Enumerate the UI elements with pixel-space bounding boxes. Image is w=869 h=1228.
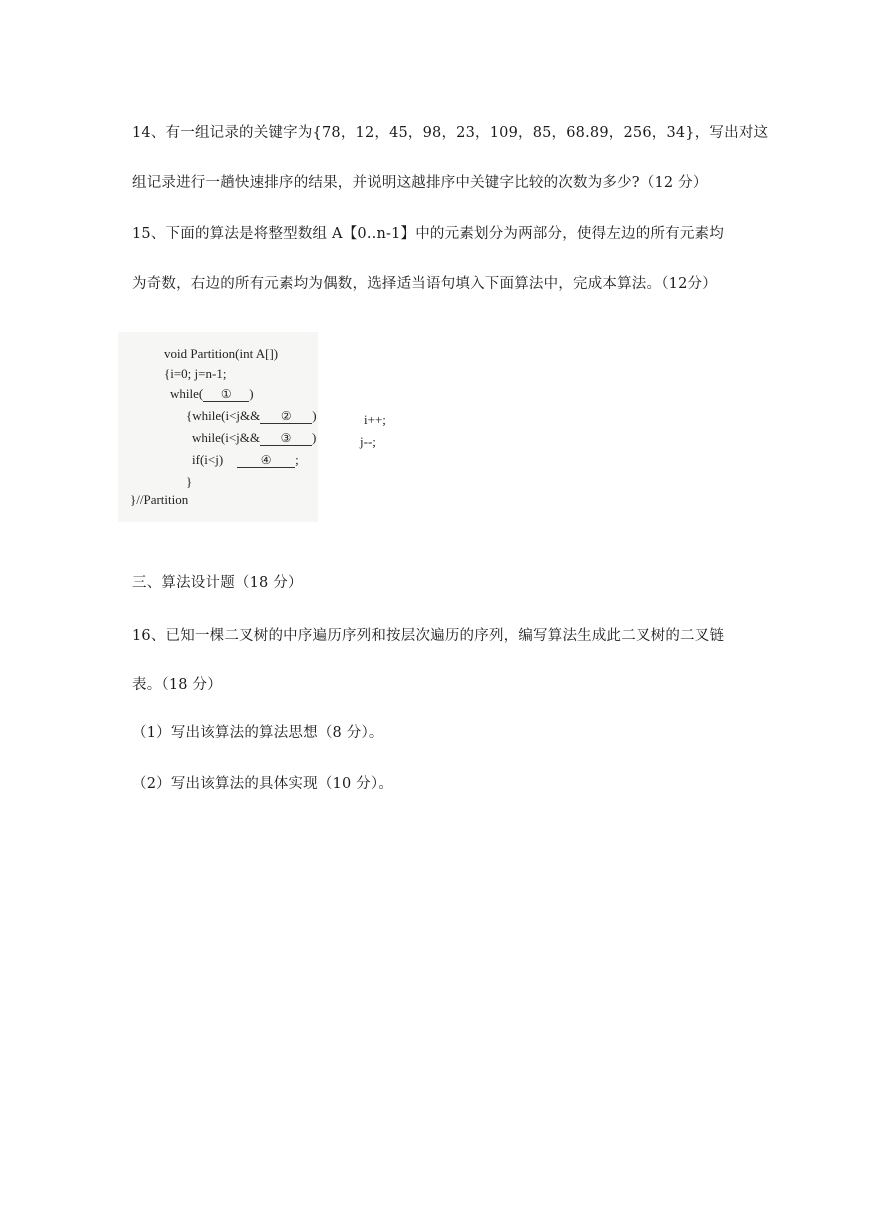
blank-3: ③ (260, 432, 312, 446)
code-line-close-brace: } (186, 474, 193, 489)
blank-1: ① (203, 388, 249, 402)
question-16-subpart-2: （2）写出该算法的具体实现（10 分）。 (132, 776, 394, 792)
code-inner-while-1-suffix: ) (312, 408, 317, 423)
code-inner-while-1-prefix: {while(i<j&& (186, 408, 261, 423)
code-if-prefix: if(i<j) (192, 452, 224, 467)
code-inner-while-2-suffix: ) (312, 430, 317, 445)
code-inner-while-2-prefix: while(i<j&& (192, 430, 260, 445)
code-line-inner-while-2 (192, 430, 316, 446)
section-3-heading: 三、算法设计题（18 分） (132, 575, 303, 591)
code-line-end-partition: }//Partition (130, 492, 189, 507)
question-16-subpart-1: （1）写出该算法的算法思想（8 分）。 (132, 725, 384, 741)
code-if-suffix: ; (295, 452, 299, 467)
question-14-line-2: 组记录进行一趟快速排序的结果，并说明这越排序中关键字比较的次数为多少?（12 分） (132, 175, 708, 191)
code-line-if (192, 452, 299, 468)
code-while-suffix: ) (249, 386, 254, 401)
code-increment-i: i++; (364, 412, 386, 427)
code-snippet-image (118, 332, 386, 522)
question-15-line-2: 为奇数，右边的所有元素均为偶数，选择适当语句填入下面算法中，完成本算法。（12分） (132, 276, 717, 292)
code-while-prefix: while( (170, 386, 204, 401)
question-16-line-1: 16、已知一棵二叉树的中序遍历序列和按层次遍历的序列，编写算法生成此二叉树的二叉链 (132, 628, 725, 644)
blank-2: ② (260, 410, 312, 424)
blank-4: ④ (237, 454, 295, 468)
code-line-init: {i=0; j=n-1; (164, 366, 227, 381)
code-line-while (170, 386, 254, 402)
code-line-inner-while-1 (186, 408, 317, 424)
question-15-line-1: 15、下面的算法是将整型数组 A【0..n-1】中的元素划分为两部分，使得左边的所有元素均 (132, 226, 724, 242)
code-line-signature: void Partition(int A[]) (164, 346, 279, 361)
code-decrement-j: j--; (360, 434, 376, 449)
question-14-line-1: 14、有一组记录的关键字为{78，12，45，98，23，109，85，68.89，256，34}，写出对这 (132, 125, 769, 141)
question-16-line-2: 表。（18 分） (132, 677, 222, 693)
